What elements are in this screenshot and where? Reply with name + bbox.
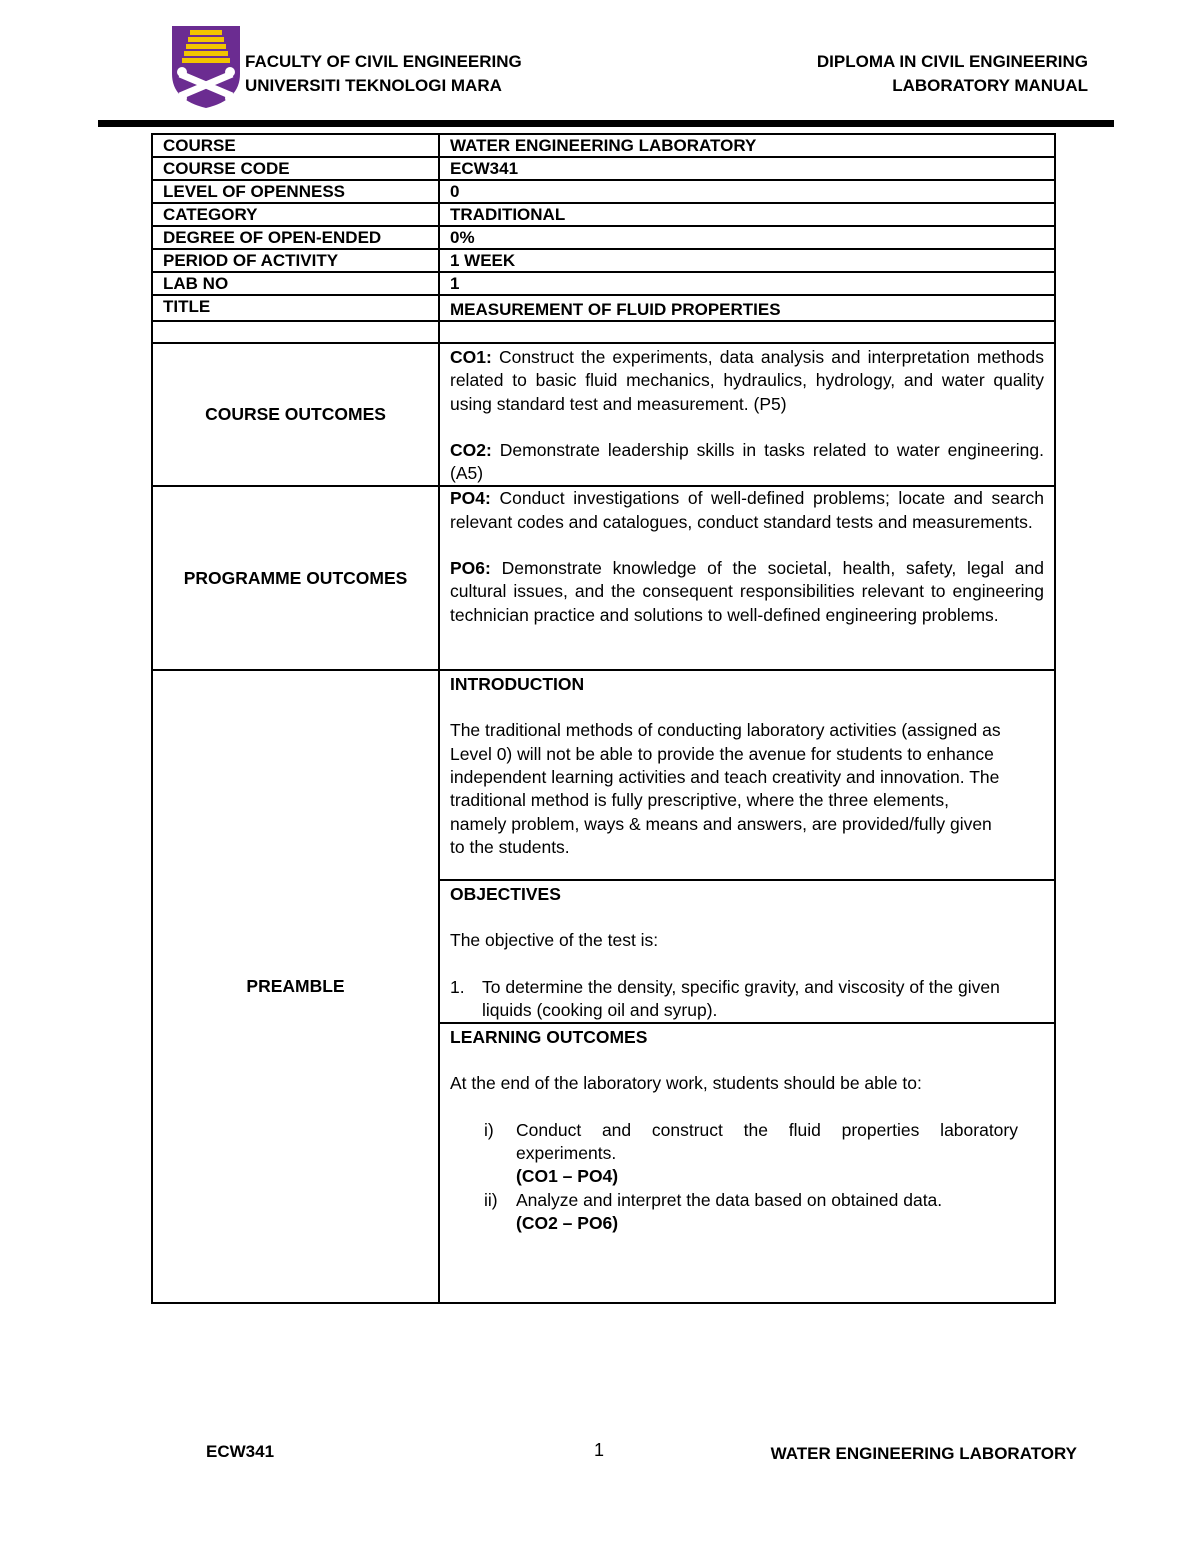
lo-number: ii) (484, 1189, 498, 1210)
course-outcomes-cell (439, 343, 1055, 486)
info-row-openness (152, 180, 1055, 203)
introduction-cell (439, 670, 1055, 880)
info-row-period (152, 249, 1055, 272)
objectives-title: OBJECTIVES (450, 884, 561, 905)
introduction-text: The traditional methods of conducting laboratory activities (assigned as Level 0) will not be able to provide the avenue for students to enhance independent learning activities and teach creativity and innovation. The traditional method is fully prescriptive, where the three elements, namely problem, ways & means and answers, are provided/fully given to the students. (450, 720, 1001, 857)
footer-course-code: ECW341 (206, 1442, 275, 1461)
program-name: DIPLOMA IN CIVIL ENGINEERING (816, 52, 1088, 71)
info-value: 1 WEEK (439, 249, 1055, 272)
spacer-row (152, 321, 1055, 343)
learning-outcomes-title: LEARNING OUTCOMES (450, 1027, 648, 1048)
info-row-title (152, 295, 1055, 321)
info-value: ECW341 (439, 157, 1055, 180)
course-outcomes-row (152, 343, 1055, 486)
info-row-course (152, 134, 1055, 157)
lab-info-table (151, 133, 1056, 1304)
page-number: 1 (594, 1440, 605, 1460)
lo-mapping: (CO1 – PO4) (516, 1166, 619, 1187)
co1-code: CO1: (450, 347, 492, 367)
info-label: LAB NO (152, 272, 439, 295)
po4-outcome (450, 487, 1044, 534)
info-label: LEVEL OF OPENNESS (152, 180, 439, 203)
info-label: CATEGORY (152, 203, 439, 226)
faculty-name: FACULTY OF CIVIL ENGINEERING (245, 52, 522, 71)
manual-name: LABORATORY MANUAL (892, 76, 1088, 95)
objectives-lead: The objective of the test is: (450, 930, 659, 951)
objective-number: 1. (450, 976, 465, 997)
lo-text: Conduct and construct the fluid properties laboratory experiments. (516, 1119, 1018, 1163)
info-row-lab-no (152, 272, 1055, 295)
learning-outcomes-lead: At the end of the laboratory work, students should be able to: (450, 1073, 922, 1094)
course-outcomes-label: COURSE OUTCOMES (152, 343, 439, 486)
po6-text: Demonstrate knowledge of the societal, health, safety, legal and cultural issues, and the consequent responsibilities relevant to engineering technician practice and solutions to well-defined engineering problems. (450, 558, 1044, 625)
info-row-open-ended (152, 226, 1055, 249)
preamble-intro-row (152, 670, 1055, 880)
po4-code: PO4: (450, 488, 491, 509)
info-value: TRADITIONAL (439, 203, 1055, 226)
info-row-category (152, 203, 1055, 226)
info-label: TITLE (152, 295, 439, 321)
co2-code: CO2: (450, 439, 492, 460)
programme-outcomes-cell (439, 486, 1055, 670)
info-label: PERIOD OF ACTIVITY (152, 249, 439, 272)
objectives-list (450, 976, 1044, 1023)
info-value: MEASUREMENT OF FLUID PROPERTIES (439, 295, 1055, 321)
co2-text: Demonstrate leadership skills in tasks related to water engineering. (A5) (450, 439, 1044, 484)
list-item (450, 976, 1044, 1023)
learning-outcomes-cell (439, 1023, 1055, 1303)
objectives-cell (439, 880, 1055, 1023)
po4-text: Conduct investigations of well-defined problems; locate and search relevant codes and catalogues, conduct standard tests and measurements. (450, 488, 1044, 532)
programme-outcomes-label: PROGRAMME OUTCOMES (152, 486, 439, 670)
info-value: WATER ENGINEERING LABORATORY (439, 134, 1055, 157)
lo-text: Analyze and interpret the data based on obtained data. (516, 1189, 943, 1210)
header-program (817, 50, 1088, 98)
header-rule (98, 120, 1114, 127)
info-label: COURSE (152, 134, 439, 157)
programme-outcomes-row (152, 486, 1055, 670)
list-item (484, 1189, 1044, 1236)
po6-code: PO6: (450, 558, 491, 579)
co2-outcome (450, 439, 1044, 486)
header-institution (245, 50, 522, 98)
learning-outcomes-list (450, 1119, 1044, 1235)
uitm-logo (170, 24, 242, 110)
preamble-label: PREAMBLE (152, 670, 439, 1303)
co1-text: Construct the experiments, data analysis and interpretation methods related to basic fluid mechanics, hydraulics, hydrology, and water quality using standard test and measurement. (P5) (450, 347, 1044, 414)
objective-text: To determine the density, specific gravity, and viscosity of the given liquids (cooking oil and syrup). (482, 976, 1000, 1021)
university-name: UNIVERSITI TEKNOLOGI MARA (245, 76, 502, 95)
info-value: 1 (439, 272, 1055, 295)
introduction-title: INTRODUCTION (450, 674, 585, 695)
info-value: 0 (439, 180, 1055, 203)
list-item (484, 1119, 1044, 1189)
info-value: 0% (439, 226, 1055, 249)
info-label: COURSE CODE (152, 157, 439, 180)
footer-course-name: WATER ENGINEERING LABORATORY (770, 1444, 1077, 1463)
info-row-course-code (152, 157, 1055, 180)
lo-mapping: (CO2 – PO6) (516, 1212, 619, 1233)
co1-outcome (450, 346, 1044, 416)
po6-outcome (450, 557, 1044, 627)
lo-number: i) (484, 1119, 494, 1140)
info-label: DEGREE OF OPEN-ENDED (152, 226, 439, 249)
